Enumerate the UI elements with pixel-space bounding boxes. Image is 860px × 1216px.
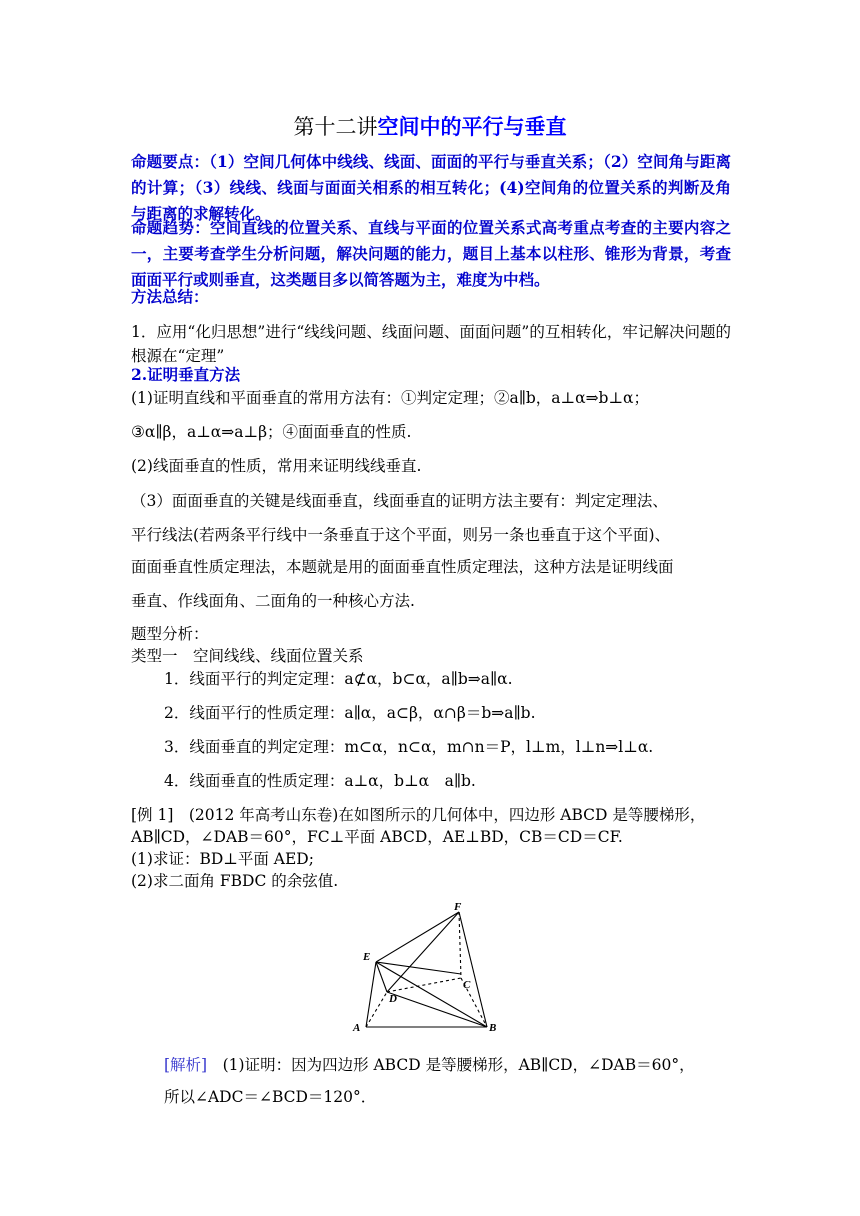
method-heading: 方法总结： (131, 287, 209, 306)
vertex-label-d: D (389, 993, 397, 1005)
vertex-label-a: A (353, 1022, 361, 1034)
theorem-4: 4．线面垂直的性质定理：a⊥α，b⊥α a∥b. (164, 772, 476, 790)
theorem-2: 2．线面平行的性质定理：a∥α，a⊂β，α∩β＝b⇒a∥b. (164, 704, 536, 722)
perp-method-3-line-4: 垂直、作线面角、二面角的一种核心方法. (131, 592, 415, 610)
theorem-1: 1．线面平行的判定定理：a⊄α，b⊂α，a∥b⇒a∥α. (164, 670, 513, 688)
example-1-question-1: (1)求证：BD⊥平面 AED; (131, 850, 314, 868)
example-1-question-2: (2)求二面角 FBDC 的余弦值. (131, 872, 339, 890)
perp-method-3-line-1: （3）面面垂直的关键是线面垂直，线面垂直的证明方法主要有：判定定理法、 (131, 492, 668, 510)
solution-tag: [解析] (164, 1056, 208, 1074)
vertex-label-f: F (454, 901, 462, 913)
perp-method-1-line-2: ③α∥β，a⊥α⇒a⊥β；④面面垂直的性质. (131, 423, 412, 441)
method-item-1: 1．应用“化归思想”进行“线线问题、线面问题、面面问题”的互相转化，牢记解决问题的根源在“定理” (131, 323, 731, 365)
geometry-figure (345, 896, 515, 1038)
vertex-label-c: C (463, 979, 471, 991)
analysis-heading: 题型分析： (131, 625, 209, 643)
trend-paragraph: 命题趋势：空间直线的位置关系、直线与平面的位置关系式高考重点考查的主要内容之一，主要考查学生分析问题，解决问题的能力，题目上基本以柱形、锥形为背景，考查面面平行或则垂直，这类题目多以简答题为主，难度为中档。 (131, 218, 731, 289)
theorem-3: 3．线面垂直的判定定理：m⊂α，n⊂α，m∩n＝P，l⊥m，l⊥n⇒l⊥α. (164, 738, 654, 756)
title-main: 空间中的平行与垂直 (377, 114, 567, 139)
perp-method-3-line-3: 面面垂直性质定理法，本题就是用的面面垂直性质定理法，这种方法是证明线面 (131, 558, 674, 576)
key-points-paragraph: 命题要点：（1）空间几何体中线线、线面、面面的平行与垂直关系；（2）空间角与距离的计算；（3）线线、线面与面面关相系的相互转化；(4)空间角的位置关系的判断及角与距离的求解转化。 (131, 152, 731, 223)
perp-method-1-line-1: (1)证明直线和平面垂直的常用方法有：①判定定理；②a∥b，a⊥α⇒b⊥α； (131, 389, 650, 407)
method-item-2-heading: 2.证明垂直方法 (131, 365, 241, 384)
solution-line-1 (164, 1054, 764, 1076)
vertex-label-b: B (489, 1022, 497, 1034)
page-title (0, 113, 860, 141)
solution-text-1: (1)证明：因为四边形 ABCD 是等腰梯形，AB∥CD，∠DAB＝60°， (207, 1056, 695, 1074)
solution-line-2: 所以∠ADC＝∠BCD＝120°． (164, 1088, 377, 1106)
title-prefix: 第十二讲 (293, 115, 378, 139)
perp-method-2: (2)线面垂直的性质，常用来证明线线垂直. (131, 457, 422, 475)
example-1-line-2: AB∥CD，∠DAB＝60°，FC⊥平面 ABCD，AE⊥BD，CB＝CD＝CF. (131, 828, 623, 846)
perp-method-3-line-2: 平行线法(若两条平行线中一条垂直于这个平面，则另一条也垂直于这个平面)、 (131, 526, 671, 544)
analysis-type-1: 类型一 空间线线、线面位置关系 (131, 647, 364, 665)
vertex-label-e: E (363, 951, 371, 963)
example-1-line-1: [例 1] (2012 年高考山东卷)在如图所示的几何体中，四边形 ABCD 是等腰梯形， (131, 806, 706, 824)
